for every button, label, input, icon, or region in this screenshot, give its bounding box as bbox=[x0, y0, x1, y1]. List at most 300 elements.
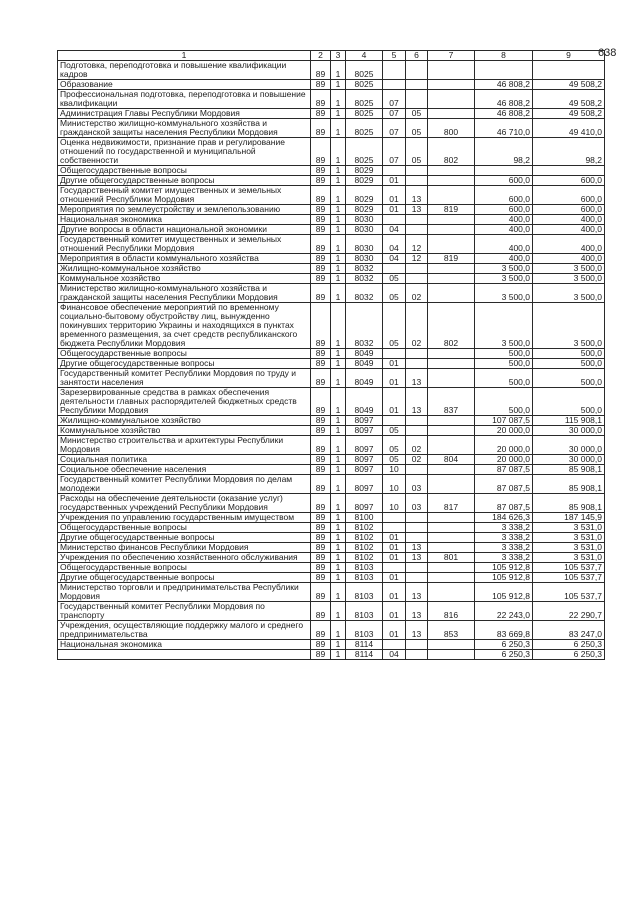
amount-col-9: 400,0 bbox=[533, 215, 605, 225]
table-row bbox=[58, 90, 605, 109]
table-row bbox=[58, 254, 605, 264]
amount-col-8: 184 626,3 bbox=[475, 513, 533, 523]
col-6-code: 13 bbox=[406, 205, 428, 215]
col-5-code bbox=[383, 80, 406, 90]
amount-col-8: 500,0 bbox=[475, 359, 533, 369]
col-3-code: 1 bbox=[331, 61, 346, 80]
table-row bbox=[58, 176, 605, 186]
amount-col-8: 3 500,0 bbox=[475, 264, 533, 274]
column-header: 9 bbox=[533, 51, 605, 61]
col-4-code: 8029 bbox=[346, 176, 383, 186]
col-2-code: 89 bbox=[311, 90, 331, 109]
amount-col-8: 3 338,2 bbox=[475, 543, 533, 553]
amount-col-8: 400,0 bbox=[475, 215, 533, 225]
col-2-code: 89 bbox=[311, 119, 331, 138]
col-6-code bbox=[406, 640, 428, 650]
col-4-code: 8032 bbox=[346, 274, 383, 284]
table-row bbox=[58, 284, 605, 303]
amount-col-8: 87 087,5 bbox=[475, 494, 533, 513]
col-2-code: 89 bbox=[311, 274, 331, 284]
col-3-code: 1 bbox=[331, 602, 346, 621]
col-7-code bbox=[428, 650, 475, 660]
col-2-code: 89 bbox=[311, 602, 331, 621]
col-7-code bbox=[428, 543, 475, 553]
col-7-code bbox=[428, 369, 475, 388]
col-6-code: 13 bbox=[406, 621, 428, 640]
table-row bbox=[58, 119, 605, 138]
col-3-code: 1 bbox=[331, 264, 346, 274]
col-6-code: 13 bbox=[406, 583, 428, 602]
amount-col-8: 600,0 bbox=[475, 176, 533, 186]
col-3-code: 1 bbox=[331, 303, 346, 349]
amount-col-9: 6 250,3 bbox=[533, 650, 605, 660]
col-7-code bbox=[428, 416, 475, 426]
table-row bbox=[58, 138, 605, 166]
col-4-code: 8030 bbox=[346, 235, 383, 254]
amount-col-9: 3 531,0 bbox=[533, 553, 605, 563]
row-name: Другие общегосударственные вопросы bbox=[58, 176, 311, 186]
table-row bbox=[58, 543, 605, 553]
col-3-code: 1 bbox=[331, 513, 346, 523]
col-7-code bbox=[428, 215, 475, 225]
row-name: Общегосударственные вопросы bbox=[58, 349, 311, 359]
amount-col-9: 500,0 bbox=[533, 359, 605, 369]
table-row bbox=[58, 416, 605, 426]
row-name: Образование bbox=[58, 80, 311, 90]
col-7-code: 800 bbox=[428, 119, 475, 138]
table-row bbox=[58, 359, 605, 369]
col-2-code: 89 bbox=[311, 426, 331, 436]
col-4-code: 8103 bbox=[346, 563, 383, 573]
row-name: Учреждения по управлению государственным имуществом bbox=[58, 513, 311, 523]
col-5-code bbox=[383, 416, 406, 426]
col-3-code: 1 bbox=[331, 166, 346, 176]
row-name: Зарезервированные средства в рамках обеспечения деятельности главных распорядителей бюджетных средств Республики Мордовия bbox=[58, 388, 311, 416]
col-5-code: 05 bbox=[383, 274, 406, 284]
col-6-code bbox=[406, 166, 428, 176]
col-2-code: 89 bbox=[311, 650, 331, 660]
col-4-code: 8049 bbox=[346, 359, 383, 369]
amount-col-9: 3 531,0 bbox=[533, 523, 605, 533]
col-5-code: 05 bbox=[383, 303, 406, 349]
row-name: Общегосударственные вопросы bbox=[58, 563, 311, 573]
col-2-code: 89 bbox=[311, 553, 331, 563]
col-4-code: 8103 bbox=[346, 583, 383, 602]
amount-col-8: 500,0 bbox=[475, 369, 533, 388]
col-3-code: 1 bbox=[331, 235, 346, 254]
col-5-code: 05 bbox=[383, 284, 406, 303]
table-row bbox=[58, 426, 605, 436]
col-5-code: 10 bbox=[383, 475, 406, 494]
amount-col-8: 3 500,0 bbox=[475, 284, 533, 303]
row-name: Государственный комитет Республики Мордовия по труду и занятости населения bbox=[58, 369, 311, 388]
amount-col-9: 400,0 bbox=[533, 254, 605, 264]
row-name: Учреждения по обеспечению хозяйственного обслуживания bbox=[58, 553, 311, 563]
col-4-code: 8030 bbox=[346, 225, 383, 235]
col-6-code: 05 bbox=[406, 138, 428, 166]
col-5-code: 01 bbox=[383, 359, 406, 369]
col-7-code bbox=[428, 426, 475, 436]
col-5-code bbox=[383, 640, 406, 650]
col-6-code bbox=[406, 359, 428, 369]
amount-col-9: 83 247,0 bbox=[533, 621, 605, 640]
col-6-code bbox=[406, 533, 428, 543]
amount-col-9: 105 537,7 bbox=[533, 583, 605, 602]
table-row bbox=[58, 553, 605, 563]
col-6-code: 13 bbox=[406, 553, 428, 563]
row-name: Общегосударственные вопросы bbox=[58, 523, 311, 533]
col-2-code: 89 bbox=[311, 475, 331, 494]
col-4-code: 8029 bbox=[346, 166, 383, 176]
col-2-code: 89 bbox=[311, 583, 331, 602]
col-6-code bbox=[406, 563, 428, 573]
col-4-code: 8102 bbox=[346, 543, 383, 553]
col-6-code: 13 bbox=[406, 369, 428, 388]
row-name: Национальная экономика bbox=[58, 215, 311, 225]
amount-col-9: 3 531,0 bbox=[533, 533, 605, 543]
amount-col-8: 400,0 bbox=[475, 235, 533, 254]
col-4-code: 8097 bbox=[346, 455, 383, 465]
row-name: Государственный комитет Республики Мордовия по транспорту bbox=[58, 602, 311, 621]
table-row bbox=[58, 235, 605, 254]
col-7-code bbox=[428, 61, 475, 80]
col-2-code: 89 bbox=[311, 205, 331, 215]
col-2-code: 89 bbox=[311, 80, 331, 90]
col-3-code: 1 bbox=[331, 254, 346, 264]
column-header: 4 bbox=[346, 51, 383, 61]
col-3-code: 1 bbox=[331, 455, 346, 465]
col-2-code: 89 bbox=[311, 436, 331, 455]
amount-col-9: 49 508,2 bbox=[533, 109, 605, 119]
col-2-code: 89 bbox=[311, 138, 331, 166]
amount-col-8: 87 087,5 bbox=[475, 475, 533, 494]
col-7-code: 853 bbox=[428, 621, 475, 640]
col-2-code: 89 bbox=[311, 369, 331, 388]
col-5-code: 05 bbox=[383, 426, 406, 436]
col-5-code: 07 bbox=[383, 90, 406, 109]
col-3-code: 1 bbox=[331, 426, 346, 436]
col-3-code: 1 bbox=[331, 90, 346, 109]
col-3-code: 1 bbox=[331, 475, 346, 494]
table-row bbox=[58, 475, 605, 494]
amount-col-9: 600,0 bbox=[533, 205, 605, 215]
col-5-code: 01 bbox=[383, 573, 406, 583]
table-row bbox=[58, 523, 605, 533]
row-name: Другие общегосударственные вопросы bbox=[58, 573, 311, 583]
col-3-code: 1 bbox=[331, 553, 346, 563]
col-4-code: 8032 bbox=[346, 284, 383, 303]
col-6-code bbox=[406, 264, 428, 274]
amount-col-9: 49 508,2 bbox=[533, 80, 605, 90]
amount-col-8: 83 669,8 bbox=[475, 621, 533, 640]
col-7-code: 804 bbox=[428, 455, 475, 465]
col-6-code bbox=[406, 90, 428, 109]
amount-col-8: 600,0 bbox=[475, 205, 533, 215]
col-3-code: 1 bbox=[331, 176, 346, 186]
col-6-code: 13 bbox=[406, 602, 428, 621]
col-2-code: 89 bbox=[311, 176, 331, 186]
row-name: Профессиональная подготовка, переподготовка и повышение квалификации bbox=[58, 90, 311, 109]
row-name: Оценка недвижимости, признание прав и регулирование отношений по государственной и муниципальной собственности bbox=[58, 138, 311, 166]
col-5-code: 01 bbox=[383, 186, 406, 205]
row-name: Социальная политика bbox=[58, 455, 311, 465]
amount-col-8: 500,0 bbox=[475, 388, 533, 416]
amount-col-9: 49 508,2 bbox=[533, 90, 605, 109]
col-4-code: 8103 bbox=[346, 602, 383, 621]
row-name bbox=[58, 650, 311, 660]
col-5-code: 01 bbox=[383, 369, 406, 388]
col-7-code bbox=[428, 284, 475, 303]
table-row bbox=[58, 303, 605, 349]
row-name: Другие общегосударственные вопросы bbox=[58, 533, 311, 543]
col-7-code bbox=[428, 235, 475, 254]
col-6-code bbox=[406, 513, 428, 523]
amount-col-9: 500,0 bbox=[533, 349, 605, 359]
amount-col-9: 500,0 bbox=[533, 369, 605, 388]
col-4-code: 8025 bbox=[346, 90, 383, 109]
row-name: Коммунальное хозяйство bbox=[58, 426, 311, 436]
col-7-code: 819 bbox=[428, 254, 475, 264]
col-3-code: 1 bbox=[331, 416, 346, 426]
col-3-code: 1 bbox=[331, 640, 346, 650]
col-2-code: 89 bbox=[311, 303, 331, 349]
col-2-code: 89 bbox=[311, 573, 331, 583]
amount-col-9: 30 000,0 bbox=[533, 455, 605, 465]
row-name: Социальное обеспечение населения bbox=[58, 465, 311, 475]
col-7-code bbox=[428, 573, 475, 583]
col-5-code bbox=[383, 349, 406, 359]
table-row bbox=[58, 225, 605, 235]
col-3-code: 1 bbox=[331, 436, 346, 455]
amount-col-9: 98,2 bbox=[533, 138, 605, 166]
col-7-code: 802 bbox=[428, 138, 475, 166]
amount-col-9: 115 908,1 bbox=[533, 416, 605, 426]
col-4-code: 8103 bbox=[346, 573, 383, 583]
row-name: Администрация Главы Республики Мордовия bbox=[58, 109, 311, 119]
col-7-code bbox=[428, 274, 475, 284]
col-2-code: 89 bbox=[311, 543, 331, 553]
col-4-code: 8029 bbox=[346, 205, 383, 215]
col-2-code: 89 bbox=[311, 225, 331, 235]
row-name: Национальная экономика bbox=[58, 640, 311, 650]
row-name: Государственный комитет имущественных и земельных отношений Республики Мордовия bbox=[58, 186, 311, 205]
col-2-code: 89 bbox=[311, 533, 331, 543]
amount-col-8: 46 808,2 bbox=[475, 109, 533, 119]
row-name: Министерство торговли и предпринимательства Республики Мордовия bbox=[58, 583, 311, 602]
amount-col-9: 3 500,0 bbox=[533, 284, 605, 303]
col-6-code: 12 bbox=[406, 235, 428, 254]
amount-col-8: 3 338,2 bbox=[475, 533, 533, 543]
amount-col-9: 22 290,7 bbox=[533, 602, 605, 621]
amount-col-9: 6 250,3 bbox=[533, 640, 605, 650]
col-5-code: 01 bbox=[383, 553, 406, 563]
col-4-code: 8102 bbox=[346, 533, 383, 543]
col-7-code bbox=[428, 186, 475, 205]
col-2-code: 89 bbox=[311, 465, 331, 475]
amount-col-8: 20 000,0 bbox=[475, 426, 533, 436]
col-4-code: 8049 bbox=[346, 388, 383, 416]
amount-col-8: 6 250,3 bbox=[475, 650, 533, 660]
amount-col-8 bbox=[475, 166, 533, 176]
row-name: Государственный комитет Республики Мордовия по делам молодежи bbox=[58, 475, 311, 494]
table-row bbox=[58, 621, 605, 640]
col-4-code: 8025 bbox=[346, 80, 383, 90]
col-6-code: 13 bbox=[406, 543, 428, 553]
col-4-code: 8114 bbox=[346, 640, 383, 650]
col-4-code: 8097 bbox=[346, 436, 383, 455]
row-name: Министерство финансов Республики Мордовия bbox=[58, 543, 311, 553]
table-row bbox=[58, 650, 605, 660]
amount-col-8: 105 912,8 bbox=[475, 573, 533, 583]
amount-col-9: 600,0 bbox=[533, 186, 605, 205]
col-7-code bbox=[428, 80, 475, 90]
col-3-code: 1 bbox=[331, 543, 346, 553]
col-6-code: 03 bbox=[406, 494, 428, 513]
col-5-code bbox=[383, 513, 406, 523]
table-row bbox=[58, 513, 605, 523]
col-7-code: 801 bbox=[428, 553, 475, 563]
col-2-code: 89 bbox=[311, 359, 331, 369]
col-5-code bbox=[383, 166, 406, 176]
amount-col-9: 3 500,0 bbox=[533, 264, 605, 274]
col-6-code bbox=[406, 349, 428, 359]
col-4-code: 8030 bbox=[346, 215, 383, 225]
col-7-code bbox=[428, 436, 475, 455]
table-row bbox=[58, 109, 605, 119]
col-2-code: 89 bbox=[311, 513, 331, 523]
amount-col-9: 85 908,1 bbox=[533, 465, 605, 475]
col-5-code: 01 bbox=[383, 621, 406, 640]
col-3-code: 1 bbox=[331, 369, 346, 388]
column-header: 3 bbox=[331, 51, 346, 61]
amount-col-8: 6 250,3 bbox=[475, 640, 533, 650]
amount-col-8 bbox=[475, 61, 533, 80]
col-5-code: 01 bbox=[383, 388, 406, 416]
col-5-code: 10 bbox=[383, 465, 406, 475]
col-6-code bbox=[406, 573, 428, 583]
col-5-code bbox=[383, 264, 406, 274]
amount-col-9: 3 500,0 bbox=[533, 274, 605, 284]
col-3-code: 1 bbox=[331, 563, 346, 573]
col-7-code: 819 bbox=[428, 205, 475, 215]
amount-col-8: 98,2 bbox=[475, 138, 533, 166]
col-4-code: 8030 bbox=[346, 254, 383, 264]
col-5-code: 01 bbox=[383, 176, 406, 186]
col-4-code: 8029 bbox=[346, 186, 383, 205]
amount-col-8: 105 912,8 bbox=[475, 583, 533, 602]
col-6-code: 05 bbox=[406, 119, 428, 138]
col-7-code bbox=[428, 264, 475, 274]
col-6-code bbox=[406, 465, 428, 475]
row-name: Государственный комитет имущественных и земельных отношений Республики Мордовия bbox=[58, 235, 311, 254]
amount-col-8: 400,0 bbox=[475, 225, 533, 235]
amount-col-8: 3 500,0 bbox=[475, 274, 533, 284]
row-name: Учреждения, осуществляющие поддержку малого и среднего предпринимательства bbox=[58, 621, 311, 640]
row-name: Министерство жилищно-коммунального хозяйства и гражданской защиты населения Республики Мордовия bbox=[58, 284, 311, 303]
col-3-code: 1 bbox=[331, 523, 346, 533]
col-5-code: 07 bbox=[383, 109, 406, 119]
col-6-code bbox=[406, 61, 428, 80]
col-4-code: 8097 bbox=[346, 416, 383, 426]
col-7-code bbox=[428, 166, 475, 176]
col-2-code: 89 bbox=[311, 109, 331, 119]
col-5-code: 01 bbox=[383, 533, 406, 543]
col-2-code: 89 bbox=[311, 563, 331, 573]
amount-col-9: 187 145,9 bbox=[533, 513, 605, 523]
amount-col-8: 22 243,0 bbox=[475, 602, 533, 621]
col-3-code: 1 bbox=[331, 215, 346, 225]
col-3-code: 1 bbox=[331, 284, 346, 303]
row-name: Другие вопросы в области национальной экономики bbox=[58, 225, 311, 235]
col-2-code: 89 bbox=[311, 388, 331, 416]
col-5-code bbox=[383, 523, 406, 533]
col-6-code bbox=[406, 215, 428, 225]
amount-col-8: 87 087,5 bbox=[475, 465, 533, 475]
amount-col-9: 49 410,0 bbox=[533, 119, 605, 138]
col-4-code: 8049 bbox=[346, 369, 383, 388]
col-3-code: 1 bbox=[331, 388, 346, 416]
col-5-code: 01 bbox=[383, 543, 406, 553]
col-4-code: 8103 bbox=[346, 621, 383, 640]
table-row bbox=[58, 80, 605, 90]
table-row bbox=[58, 61, 605, 80]
col-6-code bbox=[406, 176, 428, 186]
col-5-code bbox=[383, 61, 406, 80]
amount-col-9: 85 908,1 bbox=[533, 475, 605, 494]
col-6-code: 02 bbox=[406, 455, 428, 465]
col-2-code: 89 bbox=[311, 254, 331, 264]
col-6-code: 05 bbox=[406, 109, 428, 119]
col-7-code bbox=[428, 513, 475, 523]
header-row bbox=[58, 51, 605, 61]
col-2-code: 89 bbox=[311, 166, 331, 176]
col-4-code: 8102 bbox=[346, 553, 383, 563]
amount-col-8: 500,0 bbox=[475, 349, 533, 359]
table-row bbox=[58, 563, 605, 573]
column-header: 2 bbox=[311, 51, 331, 61]
col-2-code: 89 bbox=[311, 455, 331, 465]
col-6-code: 13 bbox=[406, 388, 428, 416]
col-6-code: 03 bbox=[406, 475, 428, 494]
table-row bbox=[58, 369, 605, 388]
col-6-code: 02 bbox=[406, 436, 428, 455]
row-name: Другие общегосударственные вопросы bbox=[58, 359, 311, 369]
col-6-code: 02 bbox=[406, 303, 428, 349]
col-5-code: 10 bbox=[383, 494, 406, 513]
col-2-code: 89 bbox=[311, 215, 331, 225]
column-header: 6 bbox=[406, 51, 428, 61]
row-name: Общегосударственные вопросы bbox=[58, 166, 311, 176]
table-row bbox=[58, 455, 605, 465]
col-3-code: 1 bbox=[331, 186, 346, 205]
amount-col-9: 500,0 bbox=[533, 388, 605, 416]
row-name: Коммунальное хозяйство bbox=[58, 274, 311, 284]
col-7-code bbox=[428, 465, 475, 475]
table-row bbox=[58, 640, 605, 650]
amount-col-9: 3 531,0 bbox=[533, 543, 605, 553]
col-4-code: 8025 bbox=[346, 138, 383, 166]
col-2-code: 89 bbox=[311, 349, 331, 359]
col-7-code bbox=[428, 176, 475, 186]
col-5-code: 04 bbox=[383, 225, 406, 235]
col-2-code: 89 bbox=[311, 235, 331, 254]
amount-col-8: 105 912,8 bbox=[475, 563, 533, 573]
col-6-code: 13 bbox=[406, 186, 428, 205]
col-7-code: 817 bbox=[428, 494, 475, 513]
col-4-code: 8025 bbox=[346, 119, 383, 138]
amount-col-8: 600,0 bbox=[475, 186, 533, 205]
col-6-code: 02 bbox=[406, 284, 428, 303]
